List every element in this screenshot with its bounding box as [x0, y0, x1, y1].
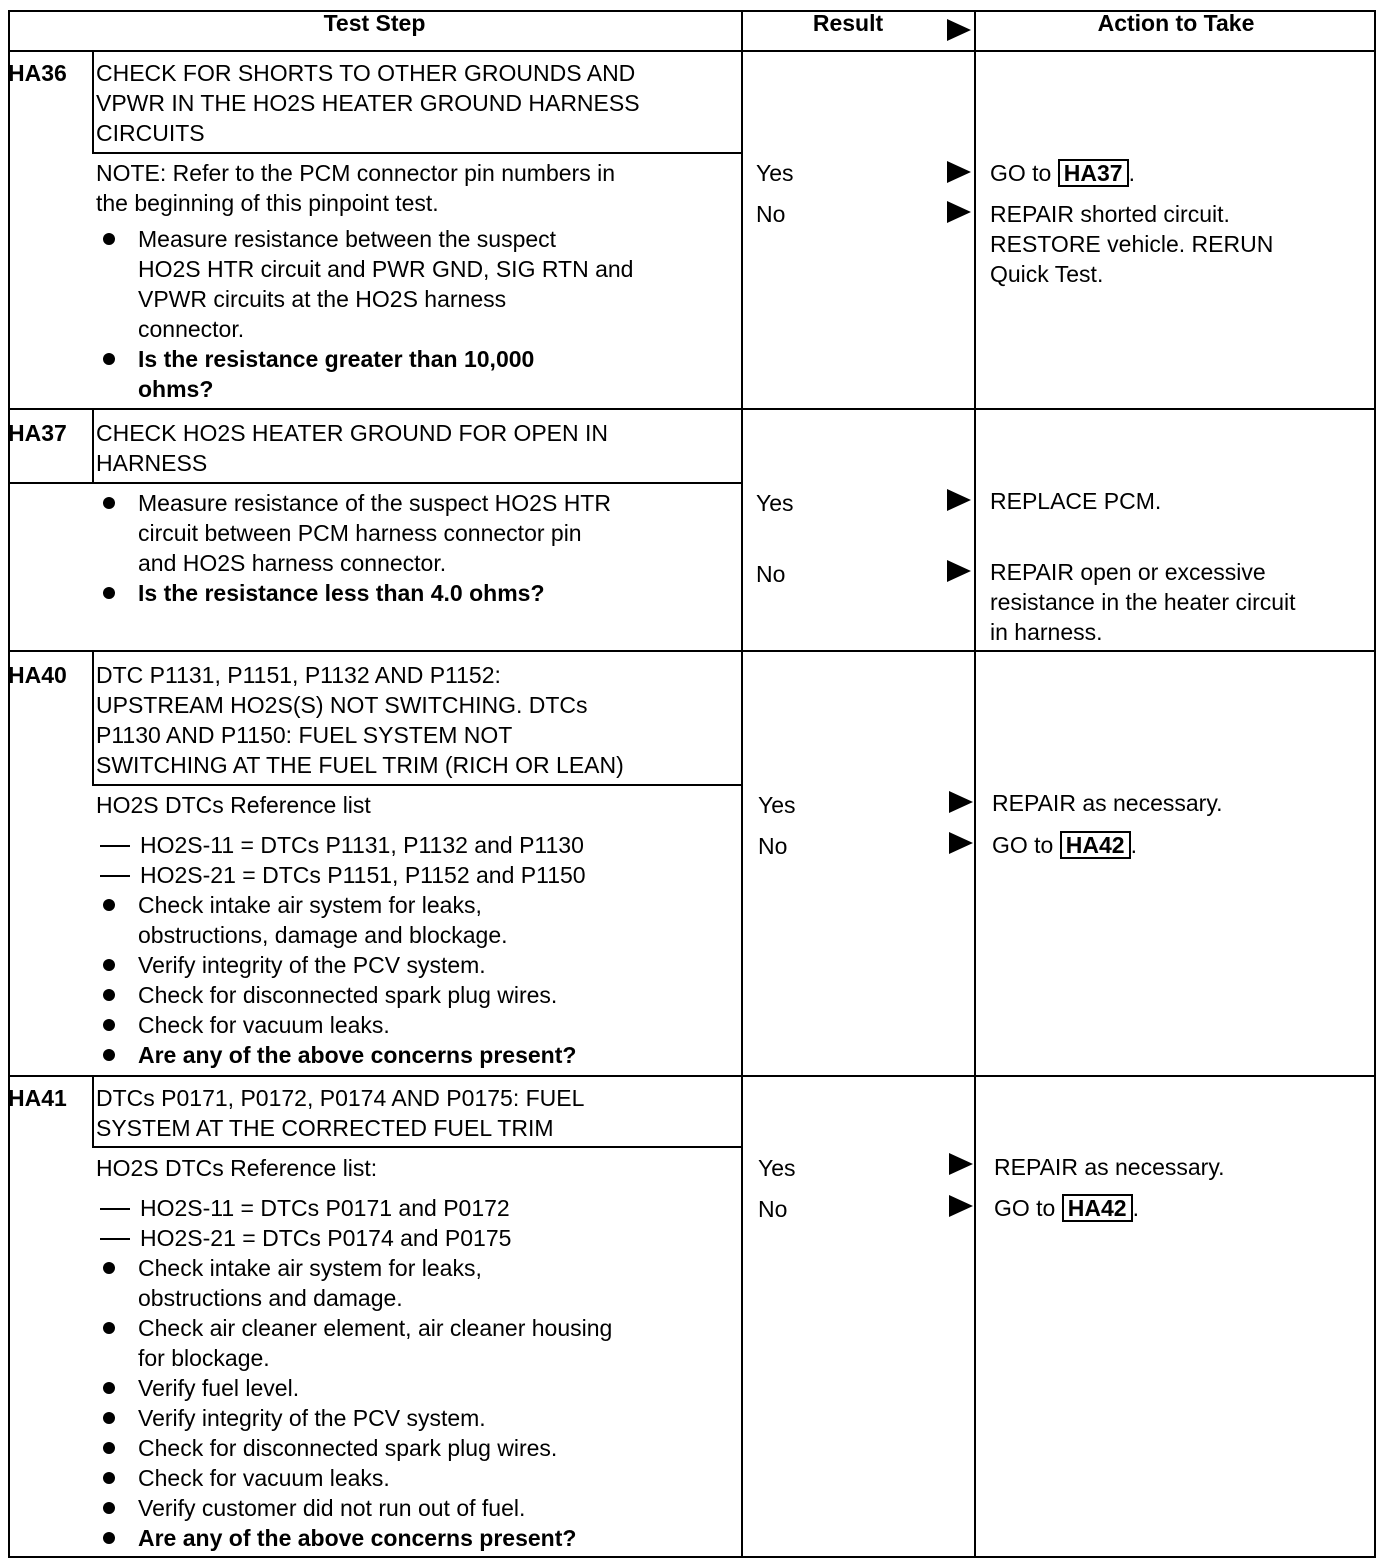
action-line: REPAIR open or excessive	[990, 559, 1266, 585]
title-line: SWITCHING AT THE FUEL TRIM (RICH OR LEAN)	[96, 752, 624, 778]
question-item	[96, 344, 726, 404]
id-divider	[92, 408, 94, 482]
bullet-line: Check air cleaner element, air cleaner housing	[138, 1315, 613, 1341]
result-yes: Yes	[758, 1155, 796, 1181]
question-line: Is the resistance greater than 10,000	[138, 346, 535, 372]
bullet-line: Check for vacuum leaks.	[138, 1465, 390, 1491]
action-suffix: .	[1130, 832, 1137, 858]
note-line: the beginning of this pinpoint test.	[96, 190, 439, 216]
title-line: P1130 AND P1150: FUEL SYSTEM NOT	[96, 722, 513, 748]
question-line: Is the resistance less than 4.0 ohms?	[138, 580, 545, 606]
arrow-icon	[949, 832, 973, 854]
action-text: GO to	[992, 832, 1054, 858]
bullet-line: Verify integrity of the PCV system.	[138, 1405, 486, 1431]
action-line: RESTORE vehicle. RERUN	[990, 231, 1274, 257]
step-id: HA36	[8, 60, 67, 86]
step-body	[96, 158, 726, 404]
bullet-line: and HO2S harness connector.	[138, 550, 447, 576]
header-arrow-icon	[947, 19, 971, 41]
action-suffix: .	[1128, 160, 1135, 186]
question-line: ohms?	[138, 376, 214, 402]
bullet-item	[96, 1373, 726, 1403]
action-line: resistance in the heater circuit	[990, 589, 1296, 615]
bullet-line: Check intake air system for leaks,	[138, 1255, 482, 1281]
bullet-line: Check intake air system for leaks,	[138, 892, 482, 918]
bullet-line: Check for disconnected spark plug wires.	[138, 1435, 558, 1461]
step-body	[96, 1153, 726, 1553]
arrow-icon	[949, 1195, 973, 1217]
action-line: in harness.	[990, 619, 1103, 645]
action-line: REPAIR shorted circuit.	[990, 201, 1230, 227]
dash-item: HO2S-21 = DTCs P0174 and P0175	[96, 1223, 726, 1253]
result-no: No	[758, 833, 788, 859]
header-test-step: Test Step	[323, 10, 426, 36]
title-line: CIRCUITS	[96, 120, 205, 146]
dash-item: HO2S-11 = DTCs P0171 and P0172	[96, 1193, 726, 1223]
bullet-line: Measure resistance between the suspect	[138, 226, 557, 252]
action-no	[990, 199, 1370, 289]
step-id: HA41	[8, 1085, 67, 1111]
title-rule	[92, 1146, 742, 1148]
bullet-item	[96, 1253, 726, 1313]
dash-item: HO2S-11 = DTCs P1131, P1132 and P1130	[96, 830, 726, 860]
header-result: Result	[812, 10, 884, 36]
bullet-item	[96, 950, 726, 980]
bullet-line: HO2S HTR circuit and PWR GND, SIG RTN and	[138, 256, 634, 282]
step-id: HA40	[8, 662, 67, 688]
result-no: No	[758, 1196, 788, 1222]
title-line: SYSTEM AT THE CORRECTED FUEL TRIM	[96, 1115, 554, 1141]
question-line: Are any of the above concerns present?	[138, 1525, 577, 1551]
id-divider	[92, 650, 94, 784]
action-suffix: .	[1132, 1195, 1139, 1221]
step-body	[96, 488, 726, 608]
title-line: CHECK FOR SHORTS TO OTHER GROUNDS AND	[96, 60, 636, 86]
bullet-item	[96, 488, 726, 578]
result-no: No	[756, 561, 786, 587]
bullet-line: circuit between PCM harness connector pin	[138, 520, 582, 546]
action-text: GO to	[990, 160, 1052, 186]
step-title	[96, 1083, 716, 1143]
question-line: Are any of the above concerns present?	[138, 1042, 577, 1068]
bullet-item	[96, 1433, 726, 1463]
arrow-icon	[947, 560, 971, 582]
bullet-item	[96, 1463, 726, 1493]
step-ref-link[interactable]: HA42	[1062, 1194, 1133, 1222]
question-item	[96, 1523, 726, 1553]
bullet-line: connector.	[138, 316, 245, 342]
id-divider	[92, 1075, 94, 1147]
result-yes: Yes	[758, 792, 796, 818]
title-rule	[92, 784, 742, 786]
row-separator	[8, 650, 1376, 652]
action-no	[992, 830, 1372, 860]
dash-item: HO2S-21 = DTCs P1151, P1152 and P1150	[96, 860, 726, 890]
col-divider-action	[974, 10, 976, 1558]
step-title	[96, 58, 716, 148]
arrow-icon	[947, 161, 971, 183]
bullet-item	[96, 1313, 726, 1373]
id-divider	[92, 50, 94, 152]
bullet-line: obstructions and damage.	[138, 1285, 403, 1311]
bullet-item	[96, 980, 726, 1010]
action-yes: REPLACE PCM.	[990, 488, 1162, 514]
bullet-item	[96, 890, 726, 950]
arrow-icon	[949, 1153, 973, 1175]
arrow-icon	[947, 489, 971, 511]
result-yes: Yes	[756, 160, 794, 186]
title-line: DTCs P0171, P0172, P0174 AND P0175: FUEL	[96, 1085, 585, 1111]
row-separator	[8, 408, 1376, 410]
question-item	[96, 1040, 726, 1070]
bullet-line: VPWR circuits at the HO2S harness	[138, 286, 507, 312]
ref-heading: HO2S DTCs Reference list:	[96, 1155, 378, 1181]
question-item	[96, 578, 726, 608]
ref-heading: HO2S DTCs Reference list	[96, 792, 371, 818]
action-yes	[990, 158, 1370, 188]
title-rule	[92, 152, 742, 154]
bullet-item	[96, 1403, 726, 1433]
action-no	[994, 1193, 1374, 1223]
result-no: No	[756, 201, 786, 227]
bullet-line: for blockage.	[138, 1345, 270, 1371]
bullet-line: Verify fuel level.	[138, 1375, 300, 1401]
title-line: HARNESS	[96, 450, 208, 476]
bullet-item	[96, 224, 726, 344]
title-rule	[8, 482, 742, 484]
title-line: VPWR IN THE HO2S HEATER GROUND HARNESS	[96, 90, 640, 116]
arrow-icon	[949, 791, 973, 813]
bullet-line: Verify customer did not run out of fuel.	[138, 1495, 526, 1521]
step-title	[96, 418, 716, 478]
header-action: Action to Take	[1097, 10, 1255, 36]
bullet-line: Check for vacuum leaks.	[138, 1012, 390, 1038]
bullet-line: obstructions, damage and blockage.	[138, 922, 508, 948]
step-ref-link[interactable]: HA37	[1058, 159, 1129, 187]
step-title	[96, 660, 736, 780]
bullet-item	[96, 1010, 726, 1040]
step-ref-link[interactable]: HA42	[1060, 831, 1131, 859]
bullet-line: Verify integrity of the PCV system.	[138, 952, 486, 978]
bullet-item	[96, 1493, 726, 1523]
title-line: UPSTREAM HO2S(S) NOT SWITCHING. DTCs	[96, 692, 588, 718]
action-yes: REPAIR as necessary.	[994, 1154, 1225, 1180]
note-line: NOTE: Refer to the PCM connector pin numbers in	[96, 160, 615, 186]
title-line: DTC P1131, P1151, P1132 AND P1152:	[96, 662, 501, 688]
arrow-icon	[947, 201, 971, 223]
action-no	[990, 557, 1370, 647]
step-body	[96, 790, 726, 1070]
header-rule	[8, 50, 1376, 52]
action-line: Quick Test.	[990, 261, 1104, 287]
result-yes: Yes	[756, 490, 794, 516]
action-text: GO to	[994, 1195, 1056, 1221]
bullet-line: Measure resistance of the suspect HO2S HTR	[138, 490, 611, 516]
row-separator	[8, 1075, 1376, 1077]
bullet-line: Check for disconnected spark plug wires.	[138, 982, 558, 1008]
action-yes: REPAIR as necessary.	[992, 790, 1223, 816]
title-line: CHECK HO2S HEATER GROUND FOR OPEN IN	[96, 420, 609, 446]
step-id: HA37	[8, 420, 67, 446]
